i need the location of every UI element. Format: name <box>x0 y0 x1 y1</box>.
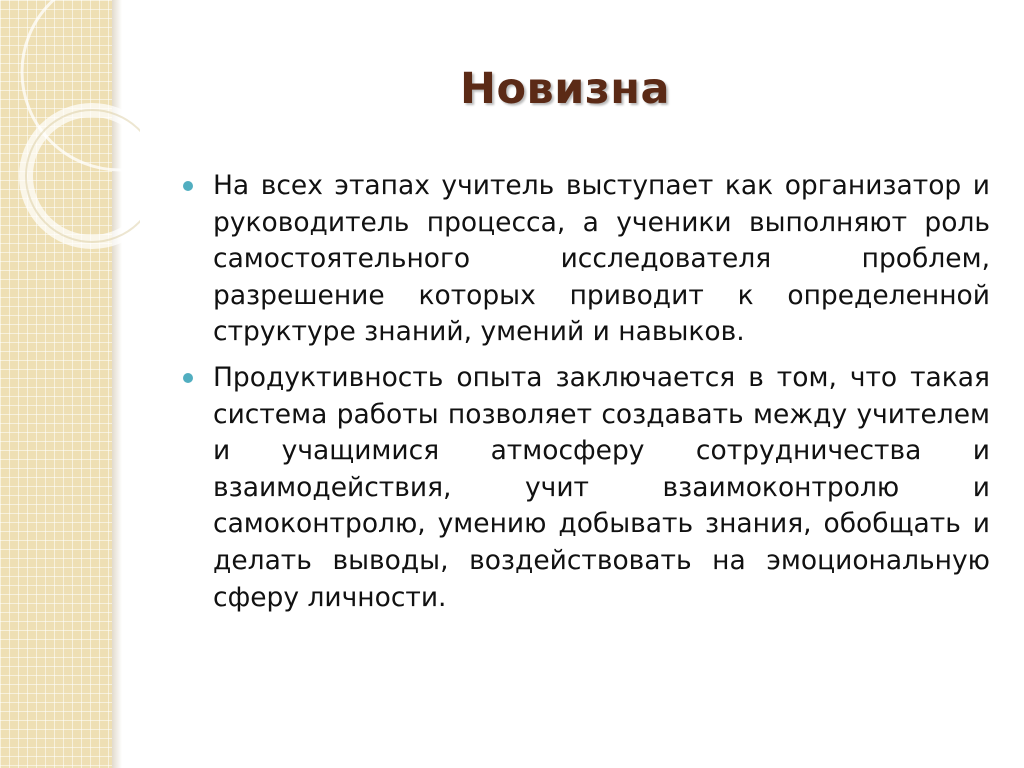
decorative-rings <box>0 0 140 260</box>
bullet-text: Продуктивность опыта заключается в том, что такая система работы позволяет создавать между учителем и учащимися атмосферу сотрудничества и взаимодействия, учит взаимоконтролю и самоконтролю, умению добывать знания, обобщать и делать выводы, воздействовать на эмоциональную сферу личности. <box>213 361 990 613</box>
decorative-ring-icon <box>26 110 140 242</box>
bullet-dot-icon <box>183 373 193 383</box>
slide-title: Новизна <box>459 64 671 114</box>
bullet-text: На всех этапах учитель выступает как организатор и руководитель процесса, а ученики выполняют роль самостоятельного исследователя проблем, разрешение которых приводит к определенной структуре знаний, умений и навыков. <box>213 170 990 348</box>
bullet-list <box>180 168 990 625</box>
bullet-item <box>180 360 990 616</box>
bullet-dot-icon <box>183 181 193 191</box>
bullet-item <box>180 168 990 351</box>
